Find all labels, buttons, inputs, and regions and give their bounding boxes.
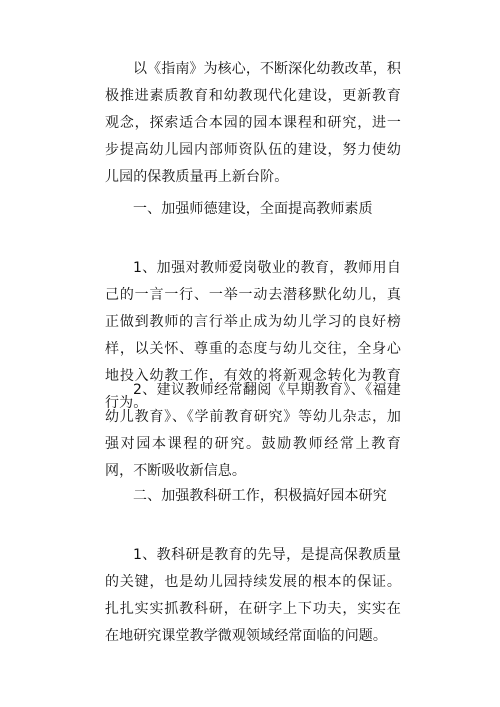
section-heading-2: 二、加强教科研工作，积极搞好园本研究 [133,488,387,504]
paragraph-1-1: 1、加强对教师爱岗敬业的教育，教师用自己的一言一行、一举一动去潜移默化幼儿，真正做到教师的言行举止成为幼儿学习的良好榜样，以关怀、尊重的态度与幼儿交往，全身心地投入幼教工作，有效的将新观念转化为教育行为。 [105,260,401,411]
section-heading-1: 一、加强师德建设，全面提高教师素质 [133,201,373,217]
intro-paragraph: 以《指南》为核心，不断深化幼教改革，积极推进素质教育和幼教现代化建设，更新教育观念，探索适合本园的园本课程和研究，进一步提高幼儿园内部师资队伍的建设，努力使幼儿园的保教质量再上新台阶。 [105,61,401,185]
paragraph-2-1: 1、教科研是教育的先导，是提高保教质量的关键，也是幼儿园持续发展的根本的保证。扎扎实实抓教科研，在研字上下功夫，实实在在地研究课堂教学微观领域经常面临的问题。 [105,547,401,644]
paragraph-1-2: 2、建议教师经常翻阅《早期教育》、《福建幼儿教育》、《学前教育研究》等幼儿杂志，加强对园本课程的研究。鼓励教师经常上教育网，不断吸收新信息。 [105,382,401,479]
